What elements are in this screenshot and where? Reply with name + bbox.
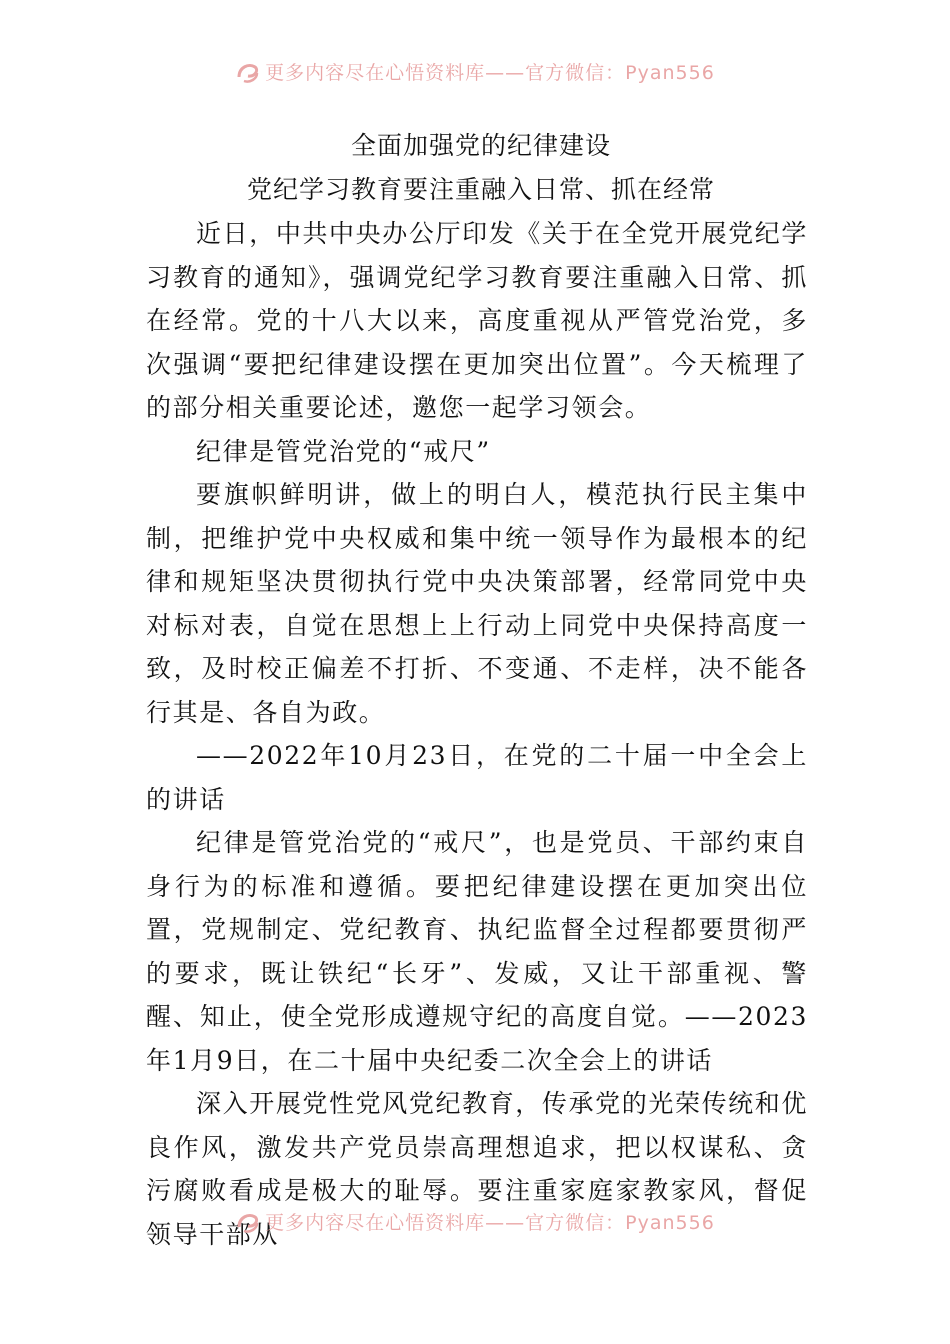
brand-swirl-icon [235, 59, 261, 85]
footer-watermark [0, 1208, 950, 1235]
quote-paragraph: 纪律是管党治党的“戒尺”，也是党员、干部约束自身行为的标准和遵循。要把纪律建设摆在更加突出位置，党规制定、党纪教育、执纪监督全过程都要贯彻严的要求，既让铁纪“长牙”、发威，又让干部重视、警醒、知止，使全党形成遵规守纪的高度自觉。——2023年1月9日，在二十届中央纪委二次全会上的讲话 [146, 828, 808, 1075]
header-watermark [0, 58, 950, 85]
watermark-text: 更多内容尽在心悟资料库——官方微信：Pyan556 [265, 62, 715, 84]
quote-paragraph: 要旗帜鲜明讲，做上的明白人，模范执行民主集中制，把维护党中央权威和集中统一领导作为最根本的纪律和规矩坚决贯彻执行党中央决策部署，经常同党中央对标对表，自觉在思想上上行动上同党中央保持高度一致，及时校正偏差不打折、不变通、不走样，决不能各行其是、各自为政。 [146, 480, 808, 727]
section-heading: 纪律是管党治党的“戒尺” [196, 436, 491, 466]
brand-swirl-icon [235, 1209, 261, 1235]
quote-paragraph: 深入开展党性党风党纪教育，传承党的光荣传统和优良作风，激发共产党员崇高理想追求，把以权谋私、贪污腐败看成是极大的耻辱。要注重家庭家教家风，督促领导干部从 [146, 1089, 808, 1249]
document-body [146, 124, 808, 1256]
watermark-text: 更多内容尽在心悟资料库——官方微信：Pyan556 [265, 1212, 715, 1234]
quote-source: ——2022年10月23日，在党的二十届一中全会上的讲话 [146, 741, 808, 814]
document-title: 全面加强党的纪律建设 [350, 131, 611, 160]
document-subtitle: 党纪学习教育要注重融入日常、抓在经常 [246, 175, 715, 204]
paragraph-intro: 近日，中共中央办公厅印发《关于在全党开展党纪学习教育的通知》，强调党纪学习教育要注重融入日常、抓在经常。党的十八大以来，高度重视从严管党治党，多次强调“要把纪律建设摆在更加突出位置”。今天梳理了的部分相关重要论述，邀您一起学习领会。 [146, 219, 808, 422]
